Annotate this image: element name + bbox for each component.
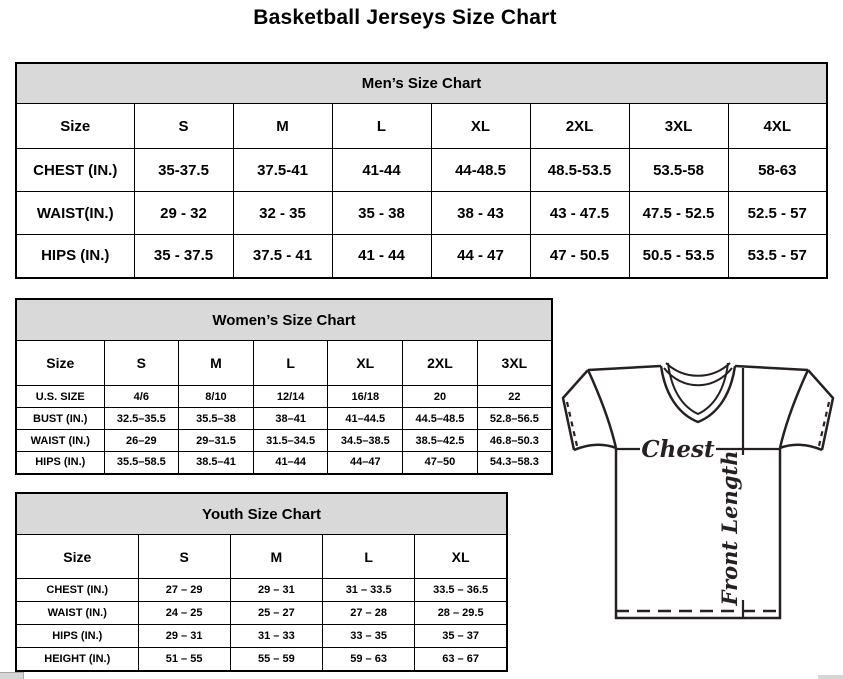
column-header: S <box>134 104 233 149</box>
youth-chart-title-row <box>16 493 507 535</box>
table-cell: 35.5–38 <box>179 408 254 430</box>
jersey-left-cuff-edge <box>574 445 616 450</box>
youth-size-chart-table <box>15 492 508 672</box>
jersey-right-sleeve-seam <box>780 370 808 448</box>
table-cell: 27 – 28 <box>323 602 415 625</box>
table-cell: 16/18 <box>328 386 403 408</box>
table-cell: 44.5–48.5 <box>403 408 478 430</box>
jersey-left-shoulder-line <box>588 366 661 370</box>
mens-chart-title-row <box>16 63 827 104</box>
table-cell: 51 – 55 <box>138 648 230 671</box>
table-cell: 35.5–58.5 <box>104 452 179 474</box>
column-header: XL <box>431 104 530 149</box>
row-label: CHEST (IN.) <box>16 149 134 192</box>
table-cell: 31 – 33.5 <box>323 579 415 602</box>
row-label: BUST (IN.) <box>16 408 104 430</box>
column-header: S <box>138 535 230 579</box>
column-header: M <box>179 341 254 386</box>
table-cell: 37.5 - 41 <box>233 235 332 278</box>
column-header: M <box>233 104 332 149</box>
table-cell: 29–31.5 <box>179 430 254 452</box>
jersey-collar-top-arc <box>666 363 730 376</box>
table-cell: 33.5 – 36.5 <box>415 579 507 602</box>
bottom-left-page-fragment <box>0 672 24 679</box>
mens-header-row <box>16 104 827 149</box>
table-cell: 41 - 44 <box>332 235 431 278</box>
table-cell: 29 - 32 <box>134 192 233 235</box>
row-label: WAIST(IN.) <box>16 192 134 235</box>
table-row <box>16 149 827 192</box>
table-cell: 41-44 <box>332 149 431 192</box>
table-cell: 34.5–38.5 <box>328 430 403 452</box>
jersey-left-sleeve-seam <box>588 370 616 448</box>
table-cell: 31.5–34.5 <box>253 430 328 452</box>
table-cell: 8/10 <box>179 386 254 408</box>
table-cell: 35 - 38 <box>332 192 431 235</box>
table-cell: 12/14 <box>253 386 328 408</box>
column-header: M <box>230 535 322 579</box>
table-cell: 26–29 <box>104 430 179 452</box>
table-cell: 59 – 63 <box>323 648 415 671</box>
page-title: Basketball Jerseys Size Chart <box>253 6 557 29</box>
jersey-right-shoulder-line <box>735 366 808 370</box>
table-cell: 47.5 - 52.5 <box>629 192 728 235</box>
table-row <box>16 452 552 474</box>
table-cell: 35-37.5 <box>134 149 233 192</box>
table-row <box>16 648 507 671</box>
jersey-measurement-diagram <box>558 360 840 628</box>
table-cell: 32 - 35 <box>233 192 332 235</box>
table-cell: 24 – 25 <box>138 602 230 625</box>
table-cell: 37.5-41 <box>233 149 332 192</box>
table-cell: 63 – 67 <box>415 648 507 671</box>
table-cell: 50.5 - 53.5 <box>629 235 728 278</box>
table-cell: 22 <box>477 386 552 408</box>
table-row <box>16 602 507 625</box>
jersey-right-cuff-edge <box>780 445 822 450</box>
table-row <box>16 235 827 278</box>
womens-size-chart-table <box>15 298 553 475</box>
jersey-right-sleeve-outline <box>808 370 833 450</box>
table-row <box>16 579 507 602</box>
table-row <box>16 386 552 408</box>
table-cell: 29 – 31 <box>230 579 322 602</box>
row-label: HIPS (IN.) <box>16 235 134 278</box>
chest-measure-label: Chest <box>641 436 715 463</box>
front-length-measure-label: Front Length <box>717 450 742 606</box>
table-cell: 27 – 29 <box>138 579 230 602</box>
table-row <box>16 625 507 648</box>
womens-chart-title: Women’s Size Chart <box>16 299 552 341</box>
column-header: Size <box>16 104 134 149</box>
table-row <box>16 408 552 430</box>
row-label: WAIST (IN.) <box>16 430 104 452</box>
table-cell: 54.3–58.3 <box>477 452 552 474</box>
table-cell: 20 <box>403 386 478 408</box>
table-cell: 41–44.5 <box>328 408 403 430</box>
table-cell: 58-63 <box>728 149 827 192</box>
mens-chart-title: Men’s Size Chart <box>16 63 827 104</box>
row-label: WAIST (IN.) <box>16 602 138 625</box>
table-cell: 38 - 43 <box>431 192 530 235</box>
table-cell: 35 - 37.5 <box>134 235 233 278</box>
row-label: HEIGHT (IN.) <box>16 648 138 671</box>
table-cell: 31 – 33 <box>230 625 322 648</box>
table-cell: 35 – 37 <box>415 625 507 648</box>
table-cell: 48.5-53.5 <box>530 149 629 192</box>
column-header: L <box>332 104 431 149</box>
column-header: L <box>323 535 415 579</box>
table-cell: 25 – 27 <box>230 602 322 625</box>
table-cell: 44 - 47 <box>431 235 530 278</box>
column-header: 2XL <box>530 104 629 149</box>
table-cell: 32.5–35.5 <box>104 408 179 430</box>
table-cell: 38.5–42.5 <box>403 430 478 452</box>
table-cell: 4/6 <box>104 386 179 408</box>
row-label: U.S. SIZE <box>16 386 104 408</box>
row-label: CHEST (IN.) <box>16 579 138 602</box>
youth-header-row <box>16 535 507 579</box>
bottom-right-page-fragment <box>818 675 843 679</box>
column-header: 2XL <box>403 341 478 386</box>
table-cell: 55 – 59 <box>230 648 322 671</box>
column-header: 3XL <box>629 104 728 149</box>
table-cell: 43 - 47.5 <box>530 192 629 235</box>
table-cell: 33 – 35 <box>323 625 415 648</box>
mens-size-chart-table <box>15 62 828 279</box>
table-cell: 47 - 50.5 <box>530 235 629 278</box>
table-cell: 41–44 <box>253 452 328 474</box>
column-header: XL <box>328 341 403 386</box>
youth-chart-title: Youth Size Chart <box>16 493 507 535</box>
jersey-body-outline <box>616 448 780 618</box>
table-cell: 38.5–41 <box>179 452 254 474</box>
column-header: L <box>253 341 328 386</box>
table-cell: 29 – 31 <box>138 625 230 648</box>
column-header: Size <box>16 535 138 579</box>
table-cell: 52.5 - 57 <box>728 192 827 235</box>
table-cell: 53.5-58 <box>629 149 728 192</box>
jersey-left-sleeve-outline <box>563 370 588 450</box>
table-cell: 38–41 <box>253 408 328 430</box>
table-cell: 46.8–50.3 <box>477 430 552 452</box>
column-header: S <box>104 341 179 386</box>
column-header: 4XL <box>728 104 827 149</box>
row-label: HIPS (IN.) <box>16 625 138 648</box>
table-row <box>16 430 552 452</box>
column-header: 3XL <box>477 341 552 386</box>
row-label: HIPS (IN.) <box>16 452 104 474</box>
table-cell: 47–50 <box>403 452 478 474</box>
table-cell: 53.5 - 57 <box>728 235 827 278</box>
column-header: XL <box>415 535 507 579</box>
table-cell: 44-48.5 <box>431 149 530 192</box>
table-cell: 44–47 <box>328 452 403 474</box>
womens-header-row <box>16 341 552 386</box>
column-header: Size <box>16 341 104 386</box>
table-cell: 52.8–56.5 <box>477 408 552 430</box>
table-cell: 28 – 29.5 <box>415 602 507 625</box>
table-row <box>16 192 827 235</box>
womens-chart-title-row <box>16 299 552 341</box>
